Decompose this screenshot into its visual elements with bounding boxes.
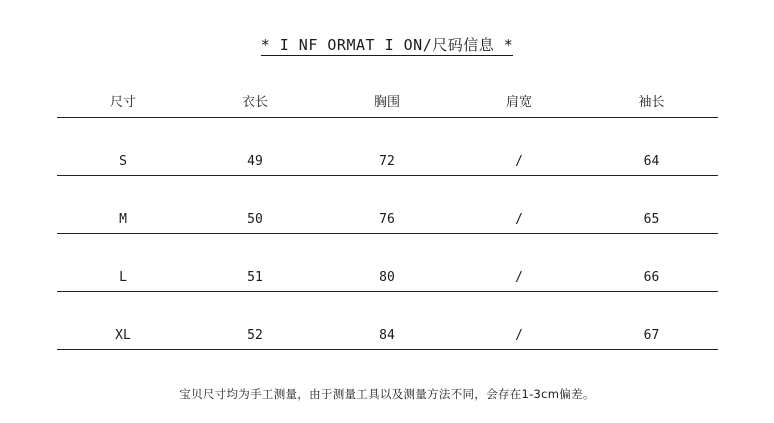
table-row bbox=[57, 292, 718, 350]
cell-length: 50 bbox=[247, 212, 263, 227]
cell-shoulder: / bbox=[515, 154, 523, 169]
size-info-title-text: * I NF ORMAT I ON/尺码信息 * bbox=[260, 36, 514, 54]
cell-length: 49 bbox=[247, 154, 263, 169]
header-chest: 胸围 bbox=[373, 95, 400, 110]
cell-size: S bbox=[119, 154, 127, 169]
measurement-note: 宝贝尺寸均为手工测量，由于测量工具以及测量方法不同，会存在1-3cm偏差。 bbox=[179, 387, 595, 401]
cell-chest: 84 bbox=[379, 328, 395, 343]
cell-shoulder: / bbox=[515, 328, 523, 343]
size-info-title bbox=[0, 36, 774, 56]
cell-chest: 80 bbox=[379, 270, 395, 285]
cell-sleeve: 66 bbox=[643, 270, 660, 285]
table-row bbox=[57, 234, 718, 292]
size-table bbox=[57, 88, 718, 350]
cell-length: 52 bbox=[247, 328, 263, 343]
cell-shoulder: / bbox=[515, 270, 523, 285]
cell-size: L bbox=[119, 270, 127, 285]
cell-chest: 76 bbox=[379, 212, 395, 227]
header-shoulder: 肩宽 bbox=[505, 95, 532, 110]
cell-chest: 72 bbox=[379, 154, 395, 169]
cell-sleeve: 64 bbox=[643, 154, 660, 169]
cell-size: M bbox=[119, 212, 127, 227]
cell-size: XL bbox=[115, 328, 131, 343]
table-row bbox=[57, 118, 718, 176]
header-length: 衣长 bbox=[241, 95, 268, 110]
cell-shoulder: / bbox=[515, 212, 523, 227]
header-size: 尺寸 bbox=[109, 95, 136, 110]
table-header-row bbox=[57, 88, 718, 118]
header-sleeve: 袖长 bbox=[638, 95, 665, 110]
cell-sleeve: 65 bbox=[643, 212, 660, 227]
cell-length: 51 bbox=[247, 270, 263, 285]
cell-sleeve: 67 bbox=[643, 328, 660, 343]
table-row bbox=[57, 176, 718, 234]
